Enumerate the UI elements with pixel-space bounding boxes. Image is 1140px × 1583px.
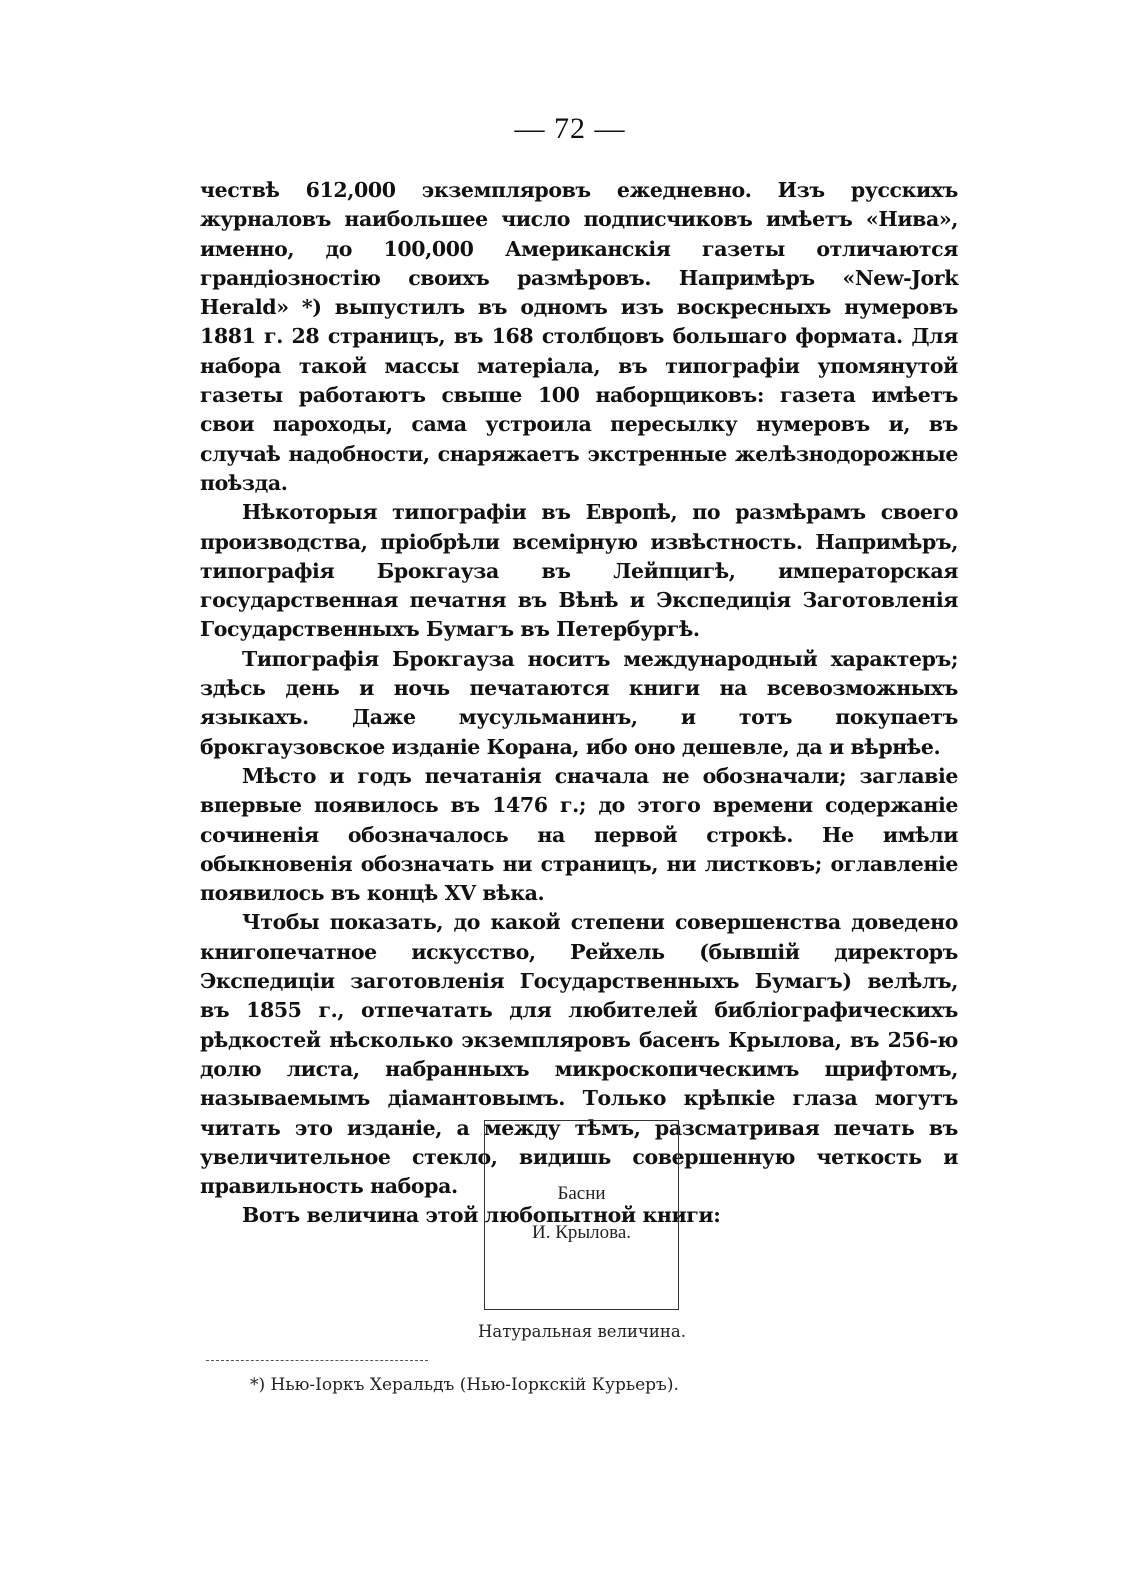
footnote: *) Нью-Iоркъ Херальдъ (Нью-Iоркскiй Курьеръ). [250, 1375, 679, 1395]
book-sample-title: Басни [557, 1183, 606, 1204]
paragraph-1: чествѣ 612,000 экземпляровъ ежедневно. Изъ русскихъ журналовъ наибольшее число подписчиковъ имѣетъ «Нива», именно, до 100,000 Американскія газеты отличаются грандіозностію своихъ размѣровъ. Напримѣръ «New-Jork Herald» *) выпустилъ въ одномъ изъ воскресныхъ нумеровъ 1881 г. 28 страницъ, въ 168 столбцовъ большаго формата. Для набора такой массы матеріала, въ типографіи упомянутой газеты работаютъ свыше 100 наборщиковъ: газета имѣетъ свои пароходы, сама устроила пересылку нумеровъ и, въ случаѣ надобности, снаряжаетъ экстренные желѣзнодорожные поѣзда. [200, 178, 958, 495]
page-number: — 72 — [514, 112, 626, 145]
paragraph-2: Нѣкоторыя типографіи въ Европѣ, по размѣрамъ своего производства, пріобрѣли всемірную извѣстность. Напримѣръ, типографія Брокгауза въ Лейпцигѣ, императорская государственная печатня въ Вѣнѣ и Экспедиція Заготовленія Государственныхъ Бумагъ въ Петербургѣ. [200, 500, 958, 642]
footnote-divider [206, 1360, 428, 1361]
book-sample-caption: Натуральная величина. [478, 1322, 686, 1341]
paragraph-4: Мѣсто и годъ печатанія сначала не обозначали; заглавіе впервые появилось въ 1476 г.; до этого времени содержаніе сочиненія обозначалось на первой строкѣ. Не имѣли обыкновенія обозначать ни страницъ, ни листковъ; оглавленіе появилось въ концѣ XV вѣка. [200, 763, 958, 906]
paragraph-3: Типографія Брокгауза носитъ международный характеръ; здѣсь день и ночь печатаются книги на всевозможныхъ языкахъ. Даже мусульманинъ, и тотъ покупаетъ брокгаузовское изданіе Корана, ибо оно дешевле, да и вѣрнѣе. [200, 646, 958, 759]
main-text [200, 176, 958, 1231]
book-sample-box [484, 1120, 679, 1310]
paragraph-6: Вотъ величина этой любопытной книги: [242, 1203, 721, 1228]
book-sample-author: И. Крылова. [531, 1222, 632, 1243]
paragraph-5: Чтобы показать, до какой степени совершенства доведено книгопечатное искусство, Рейхель (бывшій директоръ Экспедиціи заготовленія Государственныхъ Бумагъ) велѣлъ, въ 1855 г., отпечатать для любителей библіографическихъ рѣдкостей нѣсколько экземпляровъ басенъ Крылова, въ 256-ю долю листа, набранныхъ микроскопическимъ шрифтомъ, называемымъ діамантовымъ. Только крѣпкіе глаза могутъ читать это изданіе, а между тѣмъ, разсматривая печать въ увеличительное стекло, видишь совершенную четкость и правильность набора. [200, 910, 958, 1199]
